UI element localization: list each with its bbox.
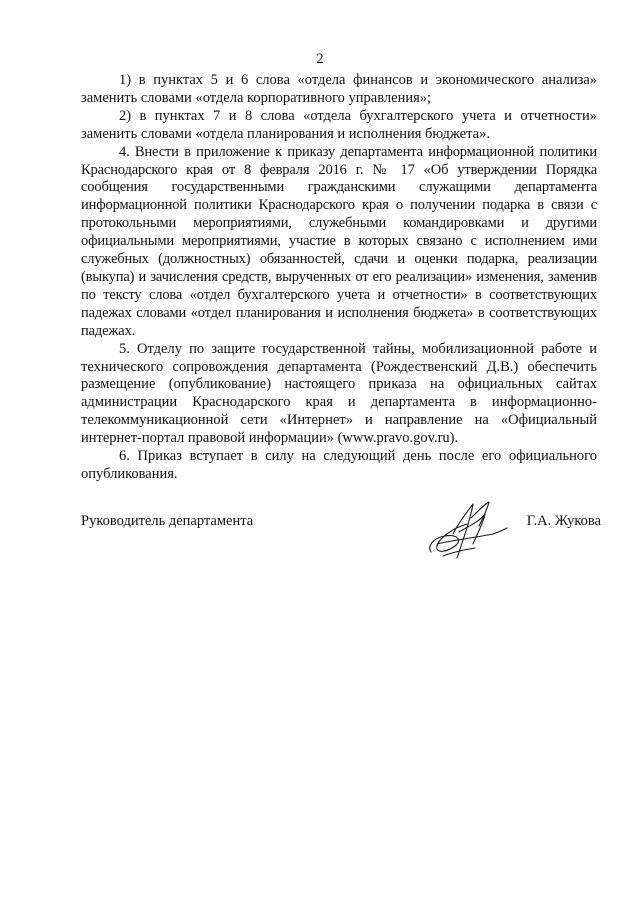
paragraph-1: 1) в пунктах 5 и 6 слова «отдела финансов и экономического анализа» заменить словами «отдела корпоративного управления»;	[81, 72, 597, 106]
paragraph-6: 6. Приказ вступает в силу на следующий день после его официального опубликования.	[81, 448, 597, 482]
signer-name: Г.А. Жукова	[526, 513, 601, 529]
handwritten-signature-icon	[423, 494, 513, 566]
signature-block	[81, 508, 601, 568]
document-body	[81, 72, 597, 484]
page-number: 2	[316, 51, 324, 67]
paragraph-5: 5. Отделу по защите государственной тайны, мобилизационной работе и технического сопровождения департамента (Рождественский Д.В.) обеспечить размещение (опубликование) настоящего приказа на официальных сайтах администрации Краснодарского края и департамента в информационно-телекоммуникационной сети «Интернет» и направление на «Официальный интернет-портал правовой информации» (www.pravo.gov.ru).	[81, 340, 597, 447]
signer-title: Руководитель департамента	[81, 513, 254, 529]
paragraph-2: 2) в пунктах 7 и 8 слова «отдела бухгалтерского учета и отчетности» заменить словами «отдела планирования и исполнения бюджета».	[81, 107, 597, 142]
paragraph-4: 4. Внести в приложение к приказу департамента информационной политики Краснодарского края от 8 февраля 2016 г. № 17 «Об утверждении Порядка сообщения государственными гражданскими служащими департамента информационной политики Краснодарского края о получении подарка в связи с протокольными мероприятиями, служебными командировками и другими официальными мероприятиями, участие в которых связано с исполнением ими служебных (должностных) обязанностей, сдачи и оценки подарка, реализации (выкупа) и зачисления средств, вырученных от его реализации» изменения, заменив по тексту слова «отдел бухгалтерского учета и отчетности» в соответствующих падежах словами «отдел планирования и исполнения бюджета» в соответствующих падежах.	[81, 143, 597, 339]
